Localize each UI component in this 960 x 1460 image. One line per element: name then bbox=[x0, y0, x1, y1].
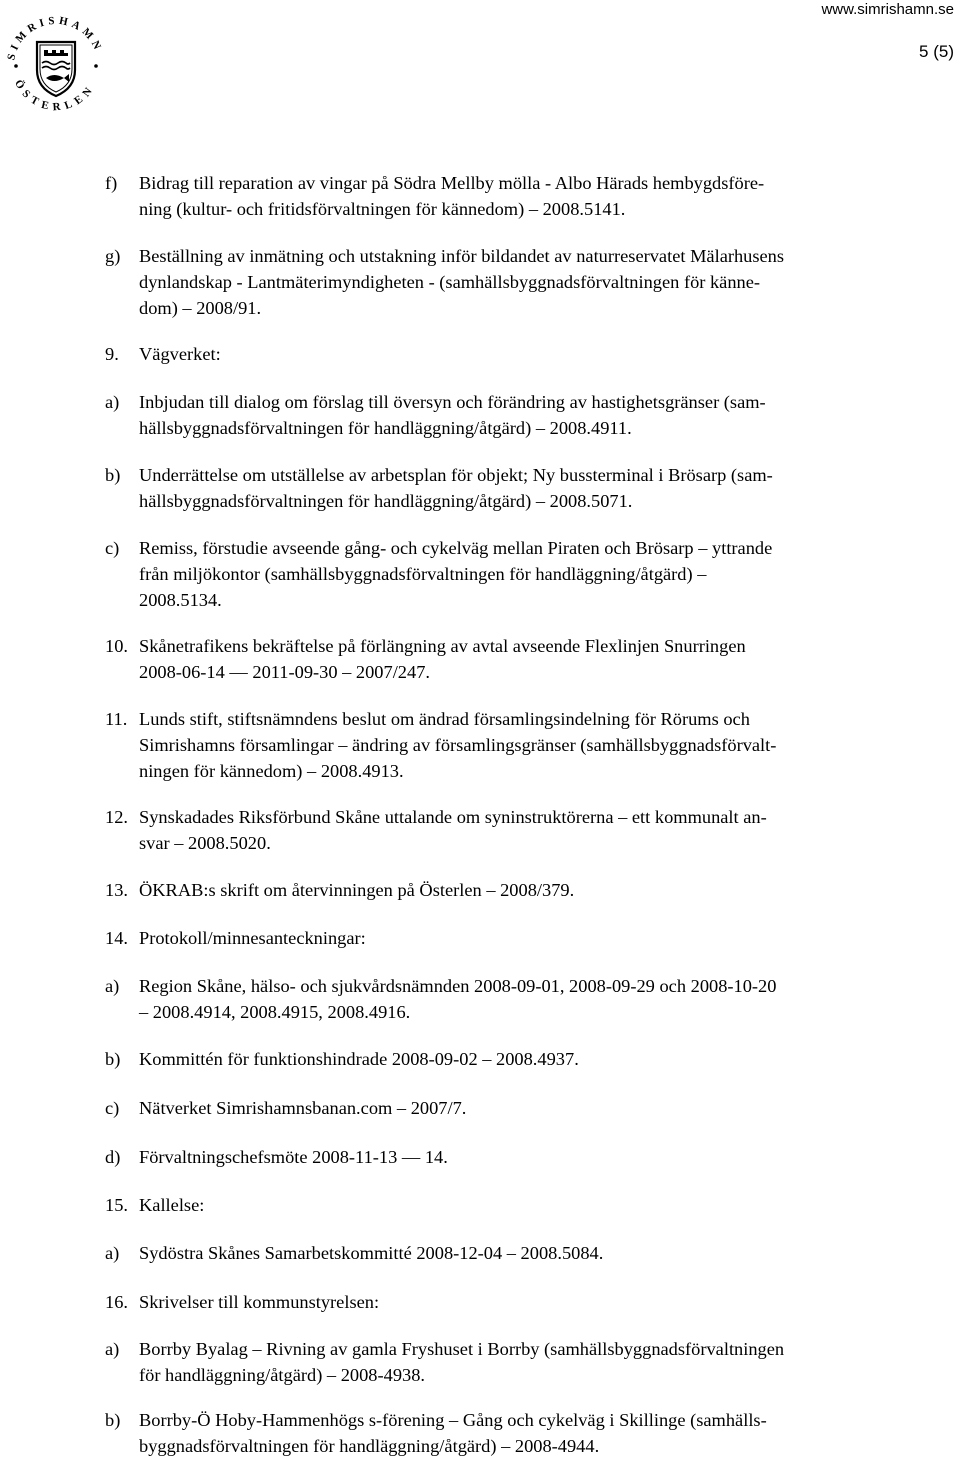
item-text-line: Lunds stift, stiftsnämndens beslut om ändrad församlingsindelning för Rörums och bbox=[139, 709, 750, 729]
list-item bbox=[105, 925, 925, 951]
item-text-line: Nätverket Simrishamnsbanan.com – 2007/7. bbox=[139, 1098, 467, 1118]
item-label: a) bbox=[105, 976, 120, 996]
item-text-line: hällsbyggnadsförvaltningen för handläggning/åtgärd) – 2008.5071. bbox=[139, 491, 633, 511]
item-text-line: dynlandskap - Lantmäterimyndigheten - (samhällsbyggnadsförvaltningen för känne- bbox=[139, 272, 761, 292]
item-text bbox=[105, 389, 925, 441]
item-text-line: Kommittén för funktionshindrade 2008-09-02 – 2008.4937. bbox=[139, 1049, 579, 1069]
item-label: a) bbox=[105, 1339, 120, 1359]
list-item bbox=[105, 1289, 925, 1315]
item-text bbox=[105, 243, 925, 321]
list-item bbox=[105, 1095, 925, 1121]
item-text bbox=[105, 1095, 925, 1121]
item-text-line: – 2008.4914, 2008.4915, 2008.4916. bbox=[139, 1002, 411, 1022]
site-url[interactable]: www.simrishamn.se bbox=[821, 1, 954, 18]
item-text bbox=[105, 1336, 925, 1388]
item-text-line: för handläggning/åtgärd) – 2008-4938. bbox=[139, 1365, 426, 1385]
item-label: a) bbox=[105, 1243, 120, 1263]
item-text-line: Protokoll/minnesanteckningar: bbox=[139, 928, 366, 948]
item-text-line: Borrby Byalag – Rivning av gamla Fryshuset i Borrby (samhällsbyggnadsförvaltningen bbox=[139, 1339, 785, 1359]
list-item bbox=[105, 877, 925, 903]
list-item bbox=[105, 1407, 925, 1459]
list-item bbox=[105, 243, 925, 321]
item-text-line: Förvaltningschefsmöte 2008-11-13 — 14. bbox=[139, 1147, 448, 1167]
item-label: 16. bbox=[105, 1292, 128, 1312]
simrishamn-logo-seal bbox=[0, 8, 112, 120]
item-text bbox=[105, 1144, 925, 1170]
list-item bbox=[105, 535, 925, 613]
item-text bbox=[105, 1192, 925, 1218]
item-text-line: Beställning av inmätning och utstakning inför bildandet av naturreservatet Mälarhusens bbox=[139, 246, 785, 266]
item-label: c) bbox=[105, 538, 120, 558]
item-text bbox=[105, 706, 925, 784]
item-text-line: svar – 2008.5020. bbox=[139, 833, 271, 853]
item-label: d) bbox=[105, 1147, 121, 1167]
item-label: 10. bbox=[105, 636, 128, 656]
list-item bbox=[105, 1240, 925, 1266]
item-label: 9. bbox=[105, 344, 119, 364]
item-text-line: Skånetrafikens bekräftelse på förlängning av avtal avseende Flexlinjen Snurringen bbox=[139, 636, 746, 656]
item-label: f) bbox=[105, 173, 118, 193]
item-text bbox=[105, 1407, 925, 1459]
list-item bbox=[105, 804, 925, 856]
list-item bbox=[105, 389, 925, 441]
item-label: b) bbox=[105, 1410, 121, 1430]
item-text bbox=[105, 462, 925, 514]
item-text-line: Borrby-Ö Hoby-Hammenhögs s-förening – Gång och cykelväg i Skillinge (samhälls- bbox=[139, 1410, 767, 1430]
svg-text:ÖSTERLEN: ÖSTERLEN bbox=[12, 77, 98, 114]
item-text-line: Bidrag till reparation av vingar på Södra Mellby mölla - Albo Härads hembygdsföre- bbox=[139, 173, 765, 193]
list-item bbox=[105, 462, 925, 514]
item-text-line: Region Skåne, hälso- och sjukvårdsnämnden 2008-09-01, 2008-09-29 och 2008-10-20 bbox=[139, 976, 777, 996]
item-text-line: Kallelse: bbox=[139, 1195, 205, 1215]
item-text-line: Simrishamns församlingar – ändring av församlingsgränser (samhällsbyggnadsförvalt- bbox=[139, 735, 777, 755]
item-text-line: ning (kultur- och fritidsförvaltningen för kännedom) – 2008.5141. bbox=[139, 199, 626, 219]
item-text-line: Underrättelse om utställelse av arbetsplan för objekt; Ny bussterminal i Brösarp (sam- bbox=[139, 465, 773, 485]
list-item bbox=[105, 973, 925, 1025]
list-item bbox=[105, 706, 925, 784]
page-number: 5 (5) bbox=[919, 42, 954, 61]
item-label: g) bbox=[105, 246, 121, 266]
item-text-line: Vägverket: bbox=[139, 344, 221, 364]
item-label: 15. bbox=[105, 1195, 128, 1215]
item-text bbox=[105, 877, 925, 903]
item-text bbox=[105, 170, 925, 222]
item-label: 11. bbox=[105, 709, 128, 729]
item-text-line: hällsbyggnadsförvaltningen för handläggning/åtgärd) – 2008.4911. bbox=[139, 418, 632, 438]
item-text-line: Sydöstra Skånes Samarbetskommitté 2008-12-04 – 2008.5084. bbox=[139, 1243, 604, 1263]
item-text-line: ningen för kännedom) – 2008.4913. bbox=[139, 761, 404, 781]
item-text-line: dom) – 2008/91. bbox=[139, 298, 262, 318]
item-label: c) bbox=[105, 1098, 120, 1118]
item-text bbox=[105, 633, 925, 685]
item-text bbox=[105, 925, 925, 951]
item-label: 13. bbox=[105, 880, 128, 900]
list-item bbox=[105, 1192, 925, 1218]
item-text-line: från miljökontor (samhällsbyggnadsförvaltningen för handläggning/åtgärd) – bbox=[139, 564, 707, 584]
list-item bbox=[105, 633, 925, 685]
list-item bbox=[105, 170, 925, 222]
item-text bbox=[105, 1289, 925, 1315]
item-text-line: byggnadsförvaltningen för handläggning/åtgärd) – 2008-4944. bbox=[139, 1436, 600, 1456]
item-label: 14. bbox=[105, 928, 128, 948]
item-text bbox=[105, 1240, 925, 1266]
item-label: b) bbox=[105, 1049, 121, 1069]
list-item bbox=[105, 1046, 925, 1072]
item-text-line: 2008.5134. bbox=[139, 590, 222, 610]
item-text bbox=[105, 535, 925, 613]
item-text-line: ÖKRAB:s skrift om återvinningen på Österlen – 2008/379. bbox=[139, 880, 575, 900]
item-text bbox=[105, 341, 925, 367]
list-item bbox=[105, 1336, 925, 1388]
svg-text:SIMRISHAMN: SIMRISHAMN bbox=[5, 14, 105, 62]
item-text-line: Remiss, förstudie avseende gång- och cykelväg mellan Piraten och Brösarp – yttrande bbox=[139, 538, 773, 558]
item-text-line: Inbjudan till dialog om förslag till översyn och förändring av hastighetsgränser (sam- bbox=[139, 392, 766, 412]
item-label: b) bbox=[105, 465, 121, 485]
list-item bbox=[105, 341, 925, 367]
item-text-line: 2008-06-14 — 2011-09-30 – 2007/247. bbox=[139, 662, 430, 682]
item-label: a) bbox=[105, 392, 120, 412]
item-label: 12. bbox=[105, 807, 128, 827]
item-text-line: Synskadades Riksförbund Skåne uttalande om syninstruktörerna – ett kommunalt an- bbox=[139, 807, 767, 827]
item-text bbox=[105, 1046, 925, 1072]
item-text bbox=[105, 973, 925, 1025]
list-item bbox=[105, 1144, 925, 1170]
item-text bbox=[105, 804, 925, 856]
item-text-line: Skrivelser till kommunstyrelsen: bbox=[139, 1292, 380, 1312]
